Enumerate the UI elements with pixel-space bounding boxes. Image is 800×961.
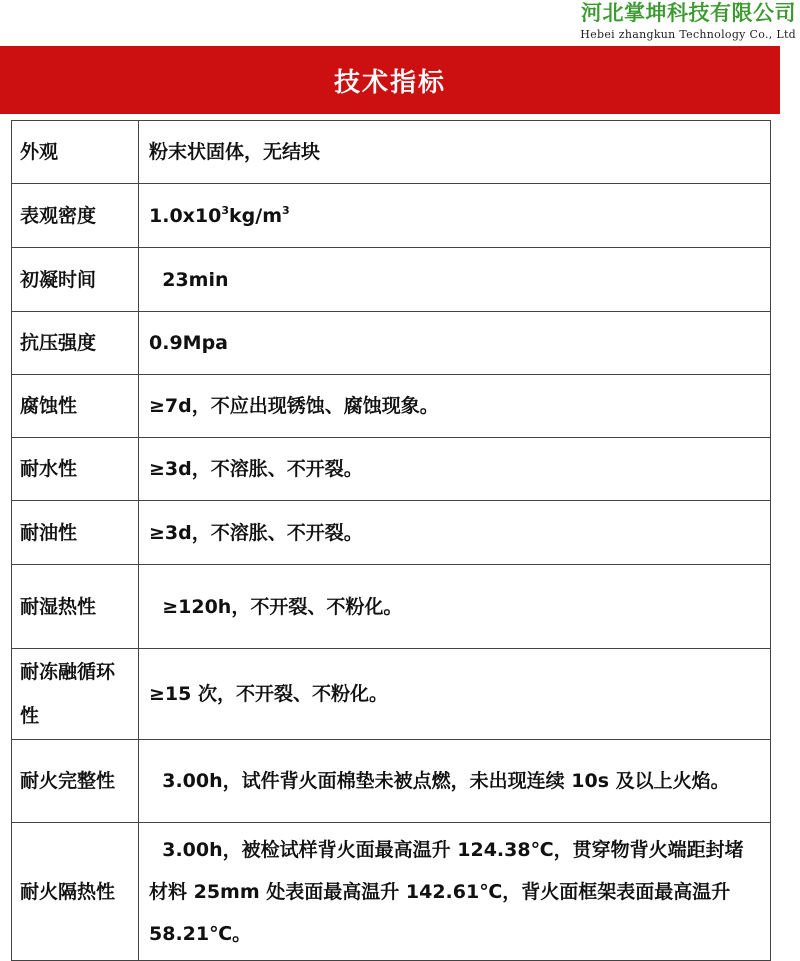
row-label: 外观	[12, 121, 139, 184]
table-row	[12, 823, 771, 961]
table-row	[12, 184, 771, 248]
row-value: 0.9Mpa	[139, 312, 771, 375]
row-label: 耐油性	[12, 501, 139, 565]
row-value: ≥3d，不溶胀、不开裂。	[139, 501, 771, 565]
table-row	[12, 565, 771, 649]
row-label: 表观密度	[12, 184, 139, 248]
row-value: ≥120h，不开裂、不粉化。	[139, 565, 771, 649]
density-base: 1.0x10	[149, 204, 222, 227]
row-value: 3.00h，试件背火面棉垫未被点燃，未出现连续 10s 及以上火焰。	[139, 740, 771, 823]
row-label: 腐蚀性	[12, 375, 139, 438]
table-row	[12, 740, 771, 823]
spec-table	[11, 120, 771, 961]
density-exponent: 3	[221, 203, 230, 217]
table-row	[12, 501, 771, 565]
table-row	[12, 649, 771, 740]
row-value: 粉末状固体，无结块	[139, 121, 771, 184]
density-unit-exponent: 3	[282, 203, 290, 217]
table-row	[12, 375, 771, 438]
row-value: 3.00h，被检试样背火面最高温升 124.38℃，贯穿物背火端距封堵材料 25mm 处表面最高温升 142.61℃，背火面框架表面最高温升 58.21℃。	[139, 823, 771, 961]
row-value: ≥7d，不应出现锈蚀、腐蚀现象。	[139, 375, 771, 438]
row-label: 耐火完整性	[12, 740, 139, 823]
table-row	[12, 438, 771, 501]
row-value: 23min	[139, 248, 771, 312]
table-row	[12, 312, 771, 375]
row-label: 耐冻融循环性	[12, 649, 139, 740]
page-title: 技术指标	[333, 67, 446, 98]
company-name-cn: 河北掌坤科技有限公司	[581, 1, 796, 25]
table-row	[12, 248, 771, 312]
row-value	[139, 184, 771, 248]
row-label: 耐火隔热性	[12, 823, 139, 961]
row-label: 初凝时间	[12, 248, 139, 312]
row-value: ≥3d，不溶胀、不开裂。	[139, 438, 771, 501]
density-unit: kg/m	[229, 204, 282, 227]
company-name-en: Hebei zhangkun Technology Co., Ltd	[580, 28, 796, 41]
table-row	[12, 121, 771, 184]
title-banner	[0, 46, 780, 114]
row-value: ≥15 次，不开裂、不粉化。	[139, 649, 771, 740]
row-label: 抗压强度	[12, 312, 139, 375]
row-label: 耐水性	[12, 438, 139, 501]
row-label: 耐湿热性	[12, 565, 139, 649]
